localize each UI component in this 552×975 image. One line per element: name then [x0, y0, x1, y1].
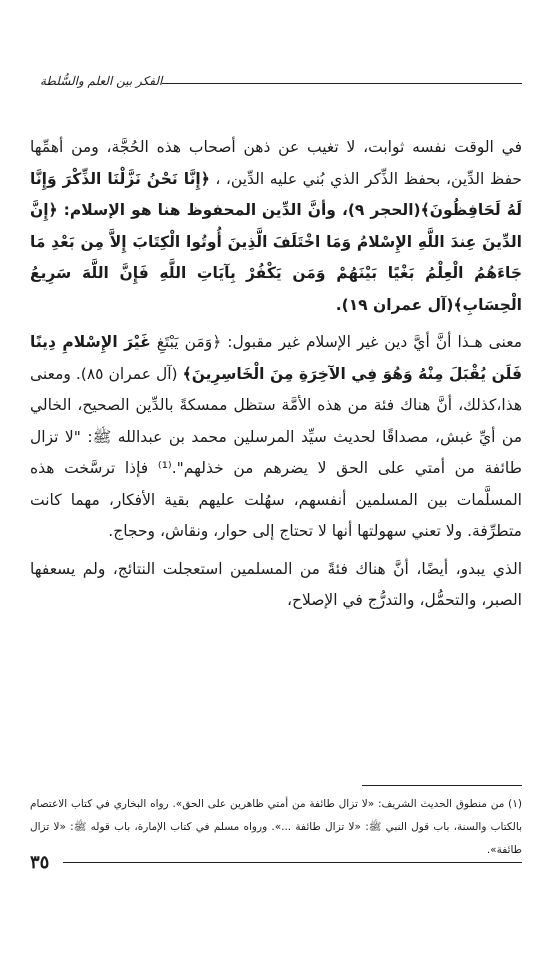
- text-line: المسلمين أنفسهم، سهُلت عليهم بقية الأفكار، مهما كانت متطرِّفة.: [30, 490, 522, 540]
- text-line: النتائج، ولم يسعفها الصبر، والتحمُّل، والتدرُّج في الإصلاح،: [30, 559, 522, 609]
- running-title: الفكر بين العلم والسُّلطة: [40, 74, 163, 88]
- page-footer: [30, 852, 522, 873]
- hadith-line: سيِّد المرسلين محمد بن عبدالله ﷺ: "لا تزال طائفة من أمتي على: [30, 427, 522, 477]
- running-header: [30, 74, 522, 88]
- text-line: ممسكةً بالدِّين الصحيح، الخالي من أيِّ غبش، مصداقًا لحديث: [30, 396, 523, 446]
- text-line: (آل عمران ٨٥). ومعنى هذا،كذلك، أنَّ هناك فئة من هذه الأمَّة ستظل: [30, 364, 523, 414]
- text-line: ومن أهمِّها حفظ الدِّين، بحفظ الذِّكر الذي بُني عليه الدِّين، ،: [30, 138, 522, 188]
- page-number: ٣٥: [30, 852, 50, 873]
- footer-rule: [63, 862, 522, 863]
- text-line: ولا تعني سهولتها أنها لا تحتاج إلى حوار، ونقاش، وحجاج.: [108, 522, 463, 540]
- text-line: معنى هـذا أنَّ أيَّ دين غير الإسلام غير مقبول: ﴿وَمَن يَبْتَغِ: [156, 333, 522, 351]
- header-rule: [162, 83, 522, 84]
- quran-verse-line: ﴿إِنَّا نَحْنُ نَزَّلْنَا الذِّكْرَ وَإِنَّا لَهُ لَحَافِظُونَ﴾(الحجر ٩)، وأنَّ الدِّين: [30, 169, 522, 219]
- footnote-line: في كتاب الاعتصام بالكتاب والسنة، باب قول النبي ﷺ: «لا تزال طائفة ...». ورواه مسلم: [30, 798, 523, 833]
- paragraph-3: [30, 554, 522, 617]
- footnote-line: في كتاب الإمارة، باب قوله ﷺ: «لا تزال طائفة».: [30, 821, 522, 856]
- footnote-line: (١) من منطوق الحديث الشريف: «لا تزال طائفة من أمتي ظاهرين على الحق». رواه البخاري: [113, 798, 523, 810]
- hadith-line: الحق لا يضرهم من خذلهم".⁽¹⁾ فإذا ترسَّخت هذه المسلَّمات بين: [30, 459, 522, 509]
- paragraph-2: [30, 327, 522, 548]
- body-text: [30, 132, 522, 617]
- text-line: الذي يبدو، أيضًا، أنَّ هناك فئةً من المسلمين استعجلت: [162, 559, 522, 578]
- quran-verse-line: بِآيَاتِ اللَّهِ فَإِنَّ اللَّهَ سَرِيعُ الْحِسَابِ﴾(آل عمران ١٩).: [30, 264, 522, 314]
- quran-verse-line: الَّذِينَ أُوتُوا الْكِتَابَ إِلاَّ مِن بَعْدِ مَا جَاءَهُمُ الْعِلْمُ بَغْيًا بَيْنَهُمْ وَمَن يَكْفُرْ: [30, 232, 522, 282]
- text-line: في الوقت نفسه ثوابت، لا تغيب عن ذهن أصحاب هذه الحُجَّة،: [106, 138, 522, 156]
- quran-verse-line: المحفوظ هنا هو الإسلام: ﴿إِنَّ الدِّينَ عِندَ اللَّهِ الإِسْلامُ وَمَا اخْتَلَفَ: [30, 201, 522, 251]
- quran-verse-line: غَيْرَ الإِسْلامِ دِينًا فَلَن يُقْبَلَ مِنْهُ وَهُوَ فِي الآخِرَةِ مِنَ الْخَاسِرِينَ﴾: [30, 333, 522, 383]
- paragraph-1: [30, 132, 522, 321]
- footnote-separator: [362, 785, 522, 786]
